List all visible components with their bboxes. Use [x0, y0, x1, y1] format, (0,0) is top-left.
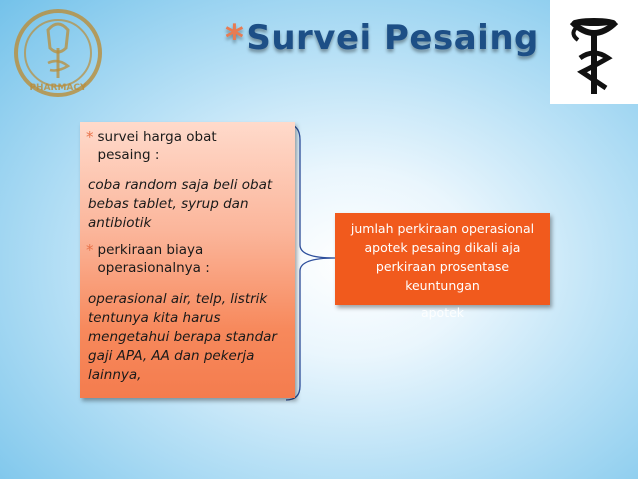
paragraph-operasional: operasional air, telp, listrik tentunya kita harus mengetahui berapa standar gaji APA, AA dan pekerja lainnya, — [88, 291, 277, 383]
right-summary-box — [335, 213, 550, 305]
pharmacy-seal-icon — [8, 8, 108, 98]
paragraph-coba-random: coba random saja beli obat bebas tablet, syrup dan antibiotik — [88, 177, 273, 231]
title-text: Survei Pesaing — [246, 18, 539, 58]
bullet-star: * — [86, 241, 94, 259]
slide-title — [225, 18, 539, 74]
seal-text: PHARMACY — [29, 83, 87, 93]
bullet-text: perkiraan biaya operasionalnya : — [97, 242, 210, 276]
summary-text: jumlah perkiraan operasional apotek pesaing dikali aja perkiraan prosentase keuntungan — [350, 221, 535, 293]
bullet-star: * — [86, 128, 94, 146]
pharmacy-seal-logo — [8, 8, 108, 98]
bowl-of-hygieia-logo — [550, 0, 638, 104]
summary-overflow-text: apotek — [420, 305, 465, 320]
bullet-survei-harga — [86, 128, 258, 164]
bullet-perkiraan-biaya — [86, 241, 258, 277]
title-bullet-star: * — [225, 18, 245, 59]
bullet-text: survei harga obat pesaing : — [97, 129, 217, 163]
bowl-of-hygieia-icon — [550, 0, 638, 104]
left-content-box — [80, 122, 295, 398]
